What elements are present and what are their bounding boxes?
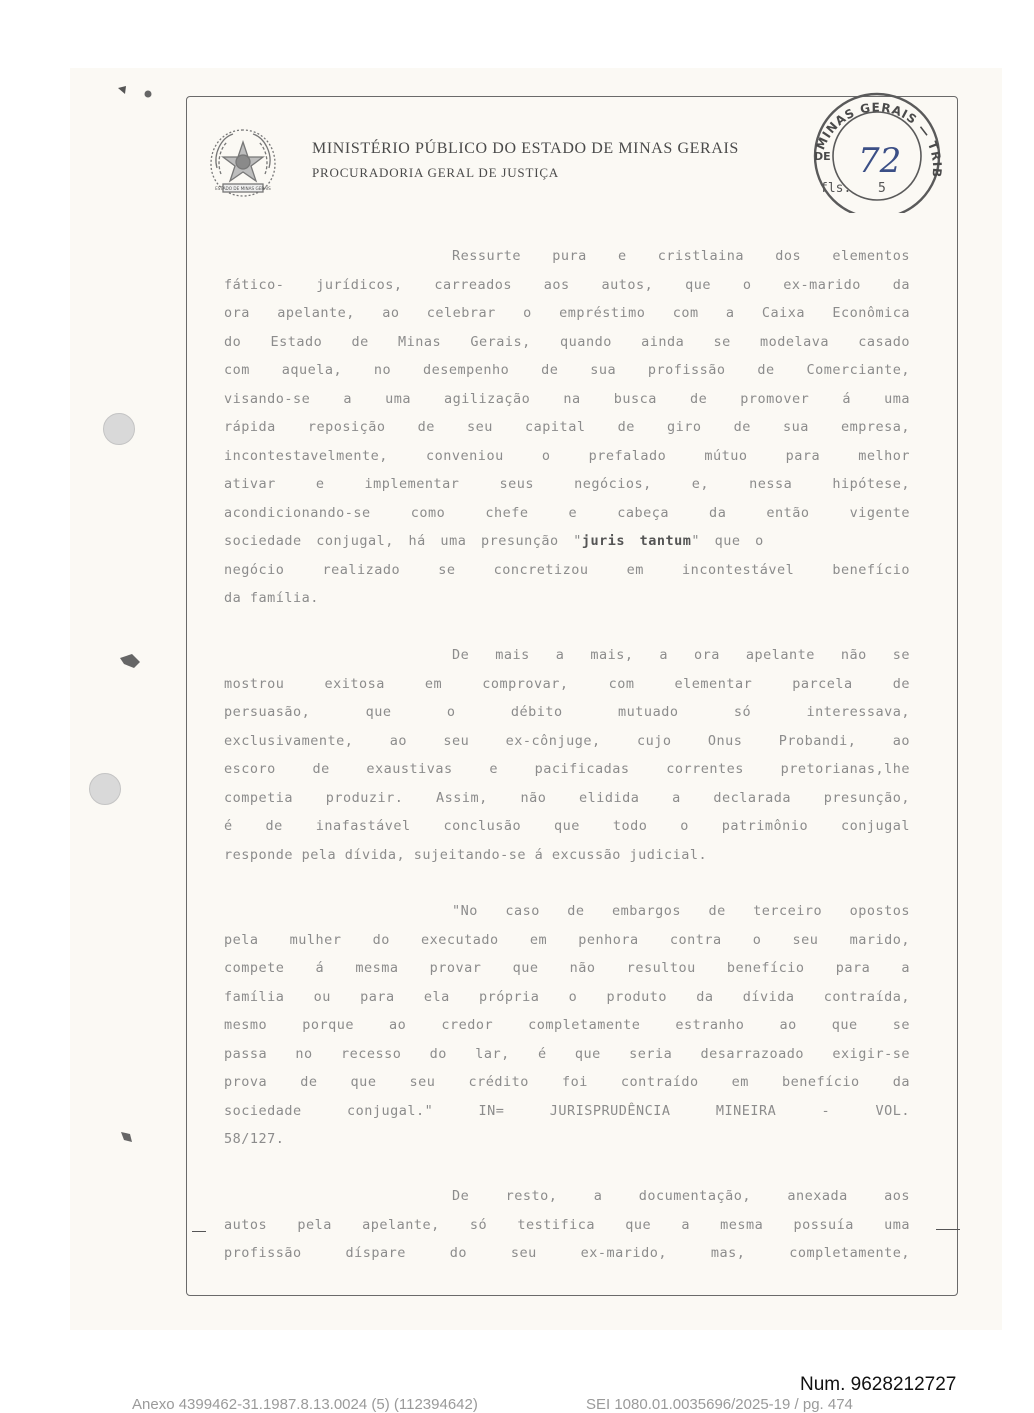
p2-line-4: exclusivamente, ao seu ex-cônjuge, cujo Onus Probandi, ao <box>224 732 910 749</box>
document-number: Num. 9628212727 <box>800 1374 957 1395</box>
p1-line-11-post: " que o <box>691 533 764 549</box>
p4-line-2: autos pela apelante, só testifica que a mesma possuía uma <box>224 1216 910 1233</box>
p2-line-7: é de inafastável conclusão que todo o patrimônio conjugal <box>224 818 910 834</box>
p3-line-2: pela mulher do executado em penhora contra o seu marido, <box>224 931 910 948</box>
footer-sei-ref: SEI 1080.01.0035696/2025-19 / pg. 474 <box>586 1396 853 1413</box>
stamp-ring-text: MINAS GERAIS — TRIB <box>813 100 945 179</box>
p4-line-1: De resto, a documentação, anexada aos <box>452 1188 910 1204</box>
p1-line-10: acondicionando-se como chefe e cabeça da então vigente <box>224 504 910 521</box>
p2-line-3: persuasão, que o débito mutuado só interessava, <box>224 704 910 720</box>
p2-line-5: escoro de exaustivas e pacificadas correntes pretorianas,lhe <box>224 761 910 777</box>
p2-line-8: responde pela dívida, sujeitando-se á excussão judicial. <box>224 846 708 863</box>
p1-line-5: com aquela, no desempenho de sua profissão de Comerciante, <box>224 362 910 378</box>
p3-line-1: "No caso de embargos de terceiro opostos <box>452 903 910 919</box>
p3-line-7: prova de que seu crédito foi contraído em benefício da <box>224 1074 910 1090</box>
stamp-fls-value: 5 <box>878 181 886 196</box>
body-text <box>224 245 910 1275</box>
p3-line-6: passa no recesso do lar, é que seria desarrazoado exigir-se <box>224 1045 910 1062</box>
p1-line-4: do Estado de Minas Gerais, quando ainda se modelava casado <box>224 333 910 350</box>
court-stamp <box>800 88 950 213</box>
p2-line-1: De mais a mais, a ora apelante não se <box>452 647 910 663</box>
coat-of-arms-emblem <box>203 124 283 204</box>
p1-line-1: Ressurte pura e cristlaina dos elementos <box>452 248 910 264</box>
p3-line-8: sociedade conjugal." IN= JURISPRUDÊNCIA MINEIRA - VOL. <box>224 1102 910 1119</box>
juris-tantum-term: juris tantum <box>581 533 692 549</box>
stamp-left-text: DE <box>814 150 831 163</box>
corner-mark <box>112 80 162 104</box>
left-edge-mark <box>192 1231 206 1232</box>
header-ministry: MINISTÉRIO PÚBLICO DO ESTADO DE MINAS GERAIS <box>312 140 739 157</box>
margin-mark <box>116 648 146 674</box>
p1-line-3: ora apelante, ao celebrar o empréstimo com a Caixa Econômica <box>224 305 910 321</box>
p1-line-8: incontestavelmente, conveniou o prefalado mútuo para melhor <box>224 447 910 464</box>
p1-line-2: fático- jurídicos, carreados aos autos, que o ex-marido da <box>224 276 910 293</box>
p1-line-9: ativar e implementar seus negócios, e, nessa hipótese, <box>224 476 910 492</box>
p3-line-5: mesmo porque ao credor completamente estranho ao que se <box>224 1017 910 1033</box>
stamp-fls-label: fls. <box>820 181 852 196</box>
p1-line-7: rápida reposição de seu capital de giro de sua empresa, <box>224 419 910 435</box>
p1-line-6: visando-se a uma agilização na busca de promover á uma <box>224 390 910 407</box>
right-edge-mark <box>936 1229 960 1230</box>
punch-hole-bottom <box>89 773 121 805</box>
p2-line-2: mostrou exitosa em comprovar, com elementar parcela de <box>224 675 910 692</box>
p1-line-12: negócio realizado se concretizou em incontestável benefício <box>224 561 910 578</box>
p1-line-11 <box>224 530 910 552</box>
punch-hole-top <box>103 413 135 445</box>
p3-line-9: 58/127. <box>224 1131 285 1147</box>
p4-line-3: profissão díspare do seu ex-marido, mas, completamente, <box>224 1245 910 1261</box>
p2-line-6: competia produzir. Assim, não elidida a declarada presunção, <box>224 789 910 806</box>
margin-mark-small <box>118 1128 138 1146</box>
p3-line-3: compete á mesma provar que não resultou benefício para a <box>224 960 910 976</box>
header-procuradoria: PROCURADORIA GERAL DE JUSTIÇA <box>312 165 559 180</box>
p1-line-13: da família. <box>224 590 319 606</box>
stamp-handwritten-number: 72 <box>858 141 902 181</box>
emblem-text: ESTADO DE MINAS GERAIS <box>215 186 271 191</box>
p1-line-11-pre: sociedade conjugal, há uma presunção " <box>224 533 582 549</box>
footer-annex-ref: Anexo 4399462-31.1987.8.13.0024 (5) (112394642) <box>132 1396 478 1413</box>
p3-line-4: família ou para ela própria o produto da dívida contraída, <box>224 988 910 1005</box>
